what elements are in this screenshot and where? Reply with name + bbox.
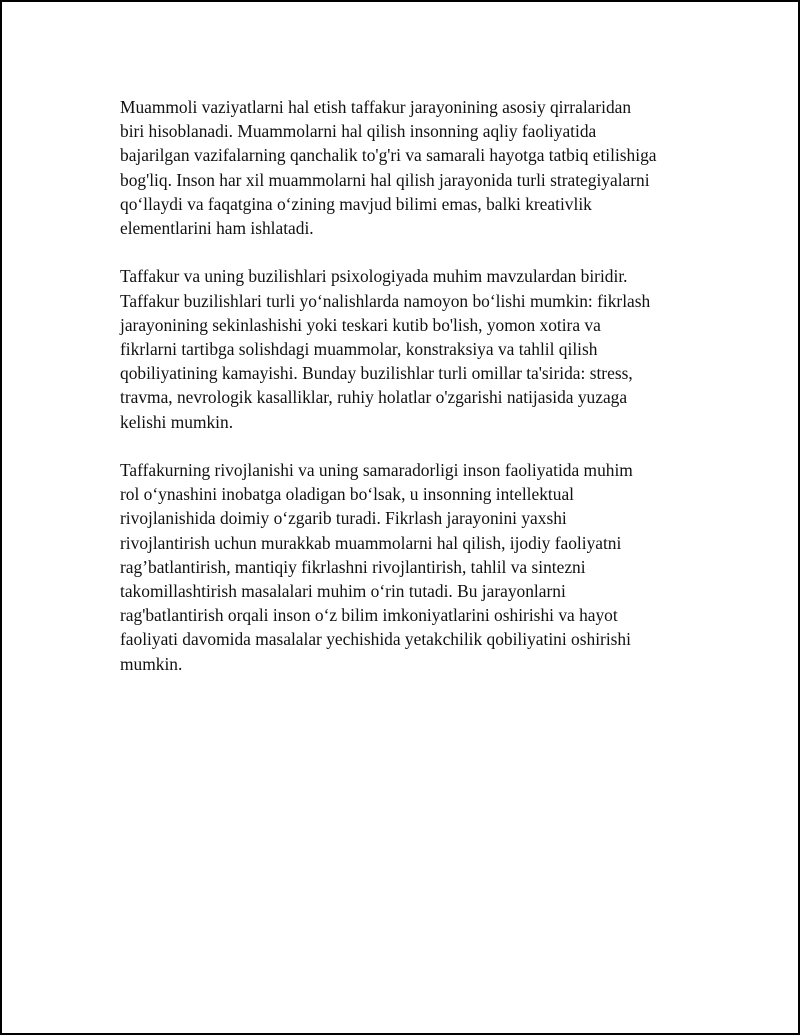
text-line: rivojlantirish uchun murakkab muammolarni hal qilish, ijodiy faoliyatni	[120, 532, 622, 553]
text-line: qo‘llaydi va faqatgina o‘zining mavjud bilimi emas, balki kreativlik	[120, 193, 592, 214]
text-line: Taffakur buzilishlari turli yo‘nalishlarda namoyon bo‘lishi mumkin: fikrlash	[120, 290, 651, 311]
text-line: kelishi mumkin.	[120, 411, 234, 432]
text-line: takomillashtirish masalalari muhim o‘rin tutadi. Bu jarayonlarni	[120, 581, 566, 602]
text-line: mumkin.	[120, 653, 183, 674]
document-body	[120, 95, 700, 700]
text-line: faoliyati davomida masalalar yechishida yetakchilik qobiliyatini oshirishi	[120, 629, 631, 650]
text-line: qobiliyatining kamayishi. Bunday buzilishlar turli omillar ta'sirida: stress,	[120, 363, 633, 384]
paragraph-3	[120, 458, 700, 676]
text-line: rag'batlantirish orqali inson o‘z bilim imkoniyatlarini oshirishi va hayot	[120, 605, 618, 626]
text-line: bog'liq. Inson har xil muammolarni hal qilish jarayonida turli strategiyalarni	[120, 169, 650, 190]
paragraph-2	[120, 264, 700, 433]
text-line: rol o‘ynashini inobatga oladigan bo‘lsak, u insonning intellektual	[120, 484, 575, 505]
text-line: biri hisoblanadi. Muammolarni hal qilish insonning aqliy faoliyatida	[120, 121, 597, 142]
text-line: rag’batlantirish, mantiqiy fikrlashni rivojlantirish, tahlil va sintezni	[120, 556, 586, 577]
text-line: elementlarini ham ishlatadi.	[120, 218, 314, 239]
text-line: Taffakurning rivojlanishi va uning samaradorligi inson faoliyatida muhim	[120, 460, 633, 481]
text-line: fikrlarni tartibga solishdagi muammolar, konstraksiya va tahlil qilish	[120, 339, 598, 360]
text-line: jarayonining sekinlashishi yoki teskari kutib bo'lish, yomon xotira va	[120, 314, 601, 335]
text-line: travma, nevrologik kasalliklar, ruhiy holatlar o'zgarishi natijasida yuzaga	[120, 387, 628, 408]
paragraph-1	[120, 95, 700, 240]
text-line: Muammoli vaziyatlarni hal etish taffakur jarayonining asosiy qirralaridan	[120, 97, 632, 117]
text-line: Taffakur va uning buzilishlari psixologiyada muhim mavzulardan biridir.	[120, 266, 628, 287]
text-line: rivojlanishida doimiy o‘zgarib turadi. Fikrlash jarayonini yaxshi	[120, 508, 567, 529]
text-line: bajarilgan vazifalarning qanchalik to'g'ri va samarali hayotga tatbiq etilishiga	[120, 145, 657, 166]
